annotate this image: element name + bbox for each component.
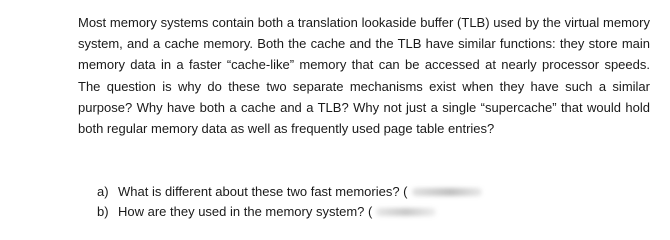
- question-list: [97, 182, 577, 222]
- blurred-redaction: [412, 188, 482, 196]
- question-letter: b): [97, 204, 109, 219]
- document-body: [78, 12, 650, 139]
- question-text: What is different about these two fast memories? (: [118, 184, 408, 199]
- question-item-b: [97, 202, 577, 222]
- blurred-redaction: [376, 208, 436, 216]
- question-item-a: [97, 182, 577, 202]
- question-paragraph: Most memory systems contain both a translation lookaside buffer (TLB) used by the virtual memory system, and a cache memory. Both the cache and the TLB have similar functions: they store main memory data in a faster “cache-like” memory that can be accessed at nearly processor speeds. The question is why do these two separate mechanisms exist when they have such a similar purpose? Why have both a cache and a TLB? Why not just a single “supercache” that would hold both regular memory data as well as frequently used page table entries?: [78, 15, 650, 137]
- question-text: How are they used in the memory system? (: [118, 204, 373, 219]
- question-letter: a): [97, 184, 109, 199]
